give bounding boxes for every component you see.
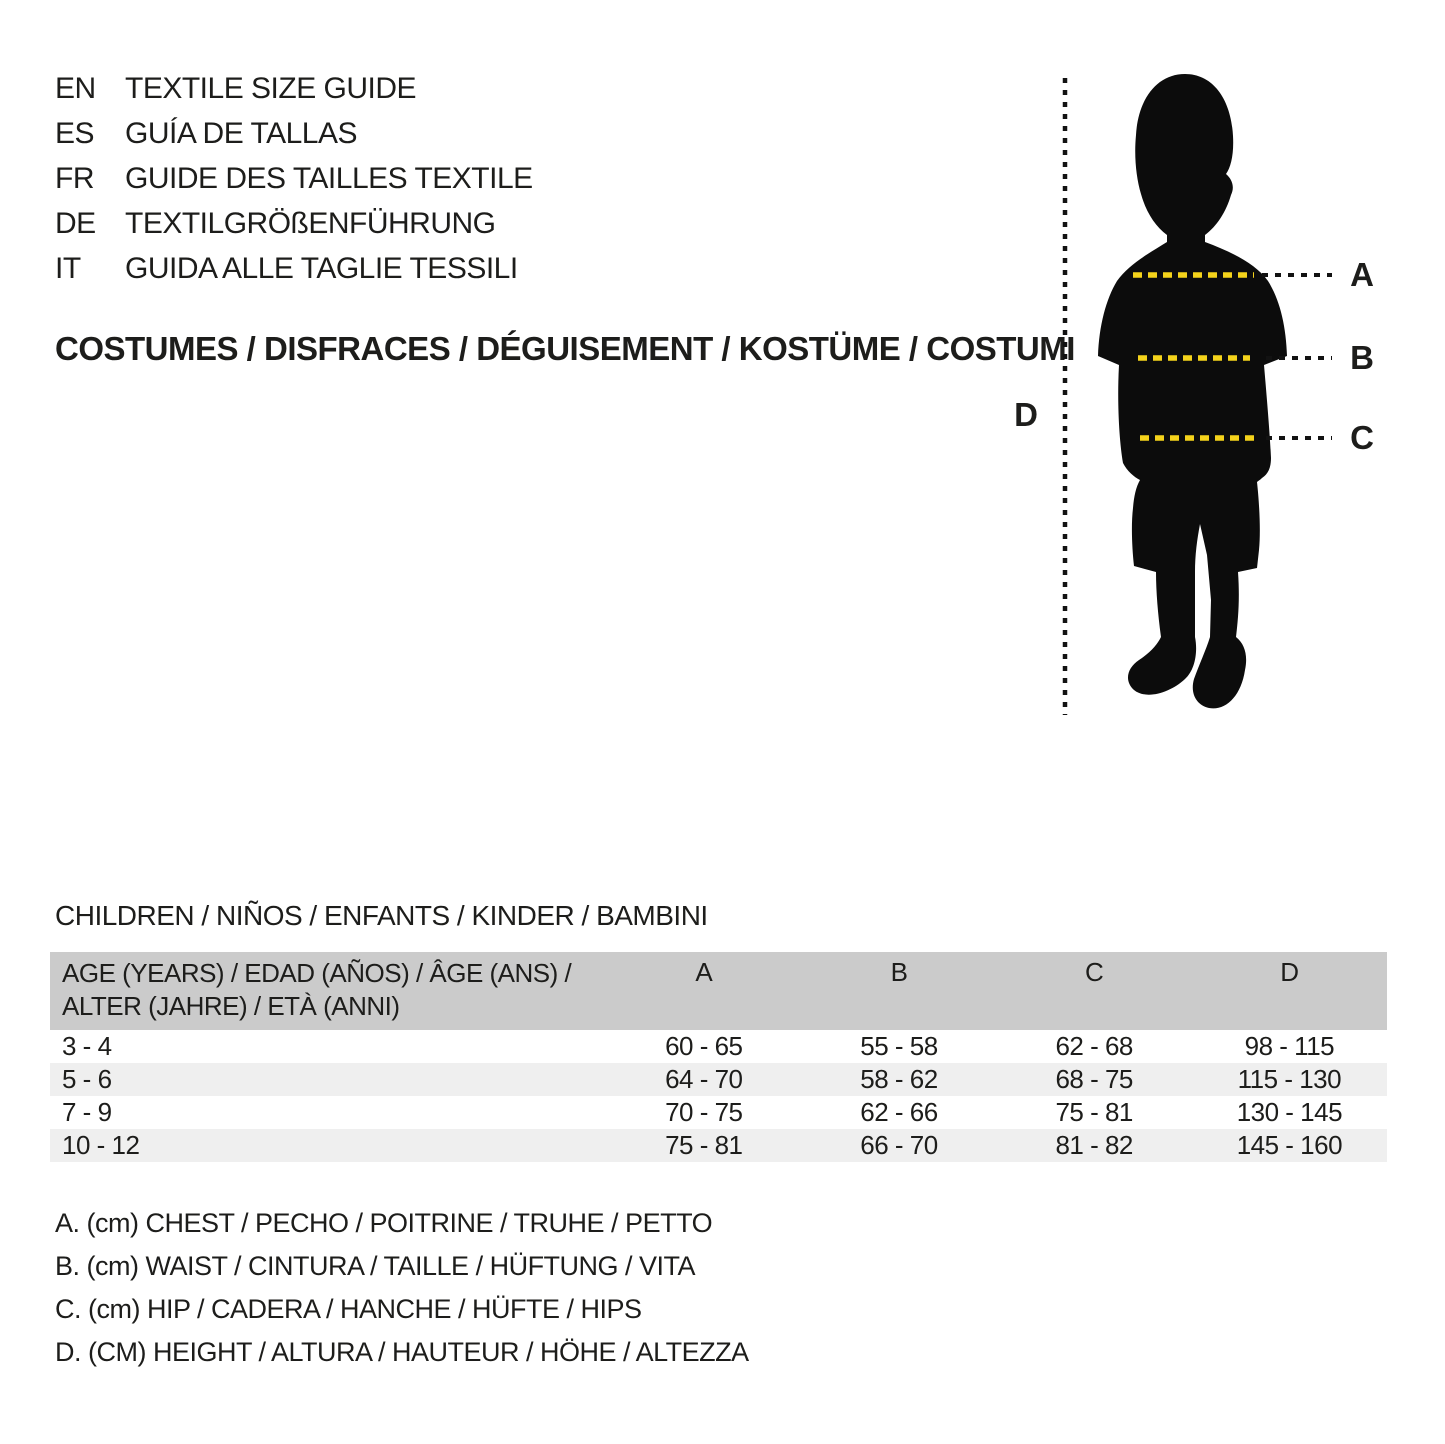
column-header-a: A — [606, 952, 801, 1030]
age-cell: 3 - 4 — [62, 1031, 112, 1061]
measure-label-a: A — [1350, 256, 1374, 293]
chest-value-cell: 70 - 75 — [665, 1097, 743, 1127]
category-heading: COSTUMES / DISFRACES / DÉGUISEMENT / KOSTÜME / COSTUMI — [55, 330, 1075, 367]
language-title: TEXTILGRÖßENFÜHRUNG — [125, 206, 496, 240]
children-section-title: CHILDREN / NIÑOS / ENFANTS / KINDER / BAMBINI — [55, 900, 708, 931]
language-code: DE — [55, 206, 96, 240]
height-value-cell: 130 - 145 — [1236, 1097, 1343, 1127]
language-code: EN — [55, 71, 96, 105]
children-size-table — [50, 952, 1387, 1162]
measurement-figure — [1000, 60, 1400, 760]
legend-waist: B. (cm) WAIST / CINTURA / TAILLE / HÜFTUNG / VITA — [55, 1251, 696, 1281]
column-header-b: B — [801, 952, 996, 1030]
language-code: ES — [55, 116, 95, 150]
chest-value-cell: 75 - 81 — [606, 1129, 801, 1162]
measure-label-c: C — [1350, 419, 1374, 456]
language-code: FR — [55, 161, 94, 195]
language-title-list — [55, 66, 533, 291]
language-title: GUÍA DE TALLAS — [125, 116, 357, 150]
language-title: TEXTILE SIZE GUIDE — [125, 71, 417, 105]
measure-label-b: B — [1350, 339, 1374, 376]
measurement-legend — [55, 1202, 749, 1374]
table-row — [50, 1129, 1387, 1162]
hip-value-cell: 75 - 81 — [1055, 1097, 1133, 1127]
height-value-cell: 115 - 130 — [1192, 1063, 1387, 1096]
height-value-cell: 145 - 160 — [1192, 1129, 1387, 1162]
age-header-line2: ALTER (JAHRE) / ETÀ (ANNI) — [62, 991, 400, 1021]
waist-value-cell: 62 - 66 — [860, 1097, 938, 1127]
age-cell: 5 - 6 — [50, 1063, 606, 1096]
table-row — [50, 1063, 1387, 1096]
table-header-row — [50, 952, 1387, 1030]
child-silhouette-graphic — [1000, 60, 1400, 760]
hip-value-cell: 62 - 68 — [1055, 1031, 1133, 1061]
language-row-de — [55, 201, 533, 246]
age-cell: 7 - 9 — [62, 1097, 112, 1127]
language-row-it — [55, 246, 533, 291]
legend-height: D. (CM) HEIGHT / ALTURA / HAUTEUR / HÖHE / ALTEZZA — [55, 1337, 749, 1367]
table-row — [50, 1030, 1387, 1063]
table-row — [50, 1096, 1387, 1129]
chest-value-cell: 60 - 65 — [665, 1031, 743, 1061]
column-header-c: C — [997, 952, 1192, 1030]
chest-value-cell: 64 - 70 — [606, 1063, 801, 1096]
age-column-header — [50, 952, 606, 1030]
legend-chest: A. (cm) CHEST / PECHO / POITRINE / TRUHE / PETTO — [55, 1208, 713, 1238]
language-row-en — [55, 66, 533, 111]
waist-value-cell: 58 - 62 — [801, 1063, 996, 1096]
waist-value-cell: 66 - 70 — [801, 1129, 996, 1162]
language-code: IT — [55, 251, 81, 285]
language-title: GUIDE DES TAILLES TEXTILE — [125, 161, 533, 195]
language-row-es — [55, 111, 533, 156]
measure-label-d: D — [1014, 396, 1038, 433]
height-value-cell: 98 - 115 — [1244, 1031, 1335, 1061]
hip-value-cell: 68 - 75 — [997, 1063, 1192, 1096]
language-row-fr — [55, 156, 533, 201]
child-silhouette — [1098, 74, 1287, 708]
language-title: GUIDA ALLE TAGLIE TESSILI — [125, 251, 518, 285]
age-header-line1: AGE (YEARS) / EDAD (AÑOS) / ÂGE (ANS) / — [62, 958, 572, 988]
hip-value-cell: 81 - 82 — [997, 1129, 1192, 1162]
column-header-d: D — [1192, 952, 1387, 1030]
legend-hip: C. (cm) HIP / CADERA / HANCHE / HÜFTE / HIPS — [55, 1294, 642, 1324]
age-cell: 10 - 12 — [50, 1129, 606, 1162]
waist-value-cell: 55 - 58 — [860, 1031, 938, 1061]
